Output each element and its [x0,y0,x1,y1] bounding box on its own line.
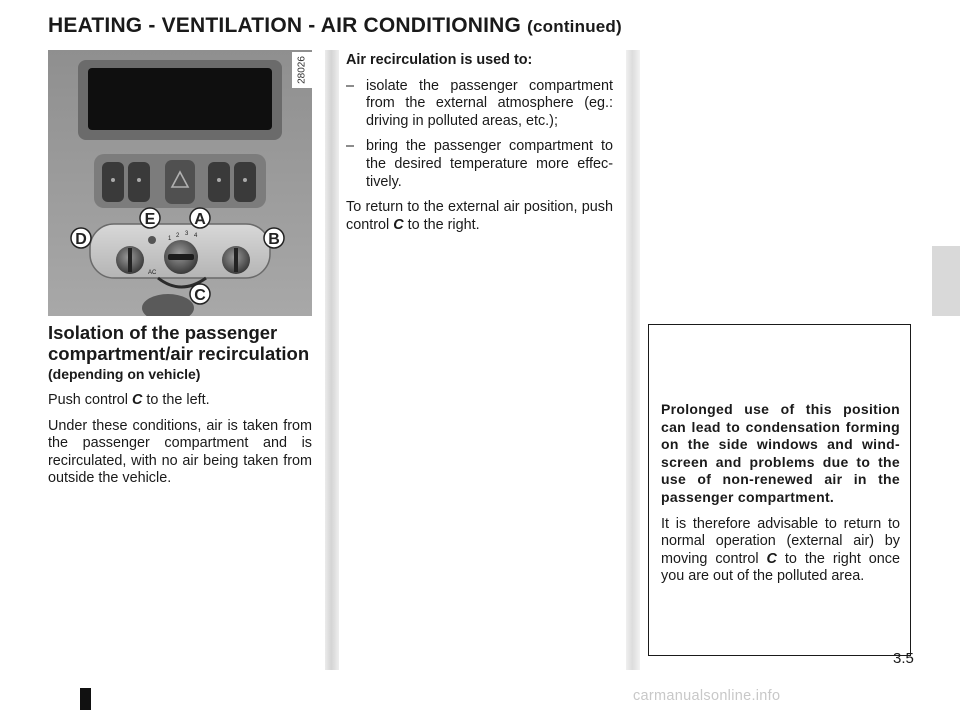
control-panel-illustration [48,50,312,316]
return-instruction: To return to the external air position, push control C to the right. [346,199,613,233]
callout-d: D [75,231,87,248]
control-ref: C [766,550,777,567]
svg-text:3: 3 [185,231,189,237]
title-suffix: (continued) [527,17,622,36]
ac-label: AC [148,270,157,276]
figure-reference: 28026 [292,52,312,88]
section-heading: Isolation of the passenger compartment/air recirculation [48,322,310,364]
page-number: 3.5 [893,650,914,667]
warning-note-box [648,324,911,656]
bullet-dash: – [346,138,355,155]
middle-column [346,52,613,242]
advice-text: It is therefore advisable to return to normal operation (external air) by moving control C to the right once you are out of the polluted area. [661,515,900,585]
list-item: – bring the passenger compartment to the desired temperature more effec-tively. [346,138,613,190]
control-ref: C [393,216,404,233]
warning-text: Prolonged use of this position can lead to condensation forming on the side windows and wind-screen and problems due to the use of non-renewed air in the passenger compartment. [661,401,900,505]
svg-text:2: 2 [176,233,180,239]
instruction-paragraph: Push control C to the left. [48,392,210,408]
callout-b: B [268,231,280,248]
chapter-tab [932,246,960,316]
ac-button [148,236,156,244]
left-column [48,322,312,496]
corner-mark [80,688,91,710]
column-divider-left [325,50,339,670]
callout-a: A [194,211,206,228]
title-main: HEATING - VENTILATION - AIR CONDITIONING [48,14,522,37]
bullet-dash: – [346,77,355,94]
svg-text:4: 4 [194,233,198,239]
section-subheading: (depending on vehicle) [48,366,201,382]
page-title [48,14,622,38]
callout-c: C [194,287,206,304]
callout-e: E [144,211,156,228]
column-divider-right [626,50,640,670]
list-item: – isolate the passenger compartment from the external atmosphere (eg.: driving in polluted areas, etc.); [346,77,613,129]
svg-text:1: 1 [168,236,172,242]
hazard-switch [165,160,195,204]
lead-text: Air recirculation is used to: [346,52,533,68]
watermark: carmanualsonline.info [633,688,781,704]
explanation-paragraph: Under these conditions, air is taken from the passenger compartment and is recirculated, with no air being taken from outside the vehicle. [48,417,312,487]
display-screen [88,68,272,130]
control-ref: C [132,392,143,408]
